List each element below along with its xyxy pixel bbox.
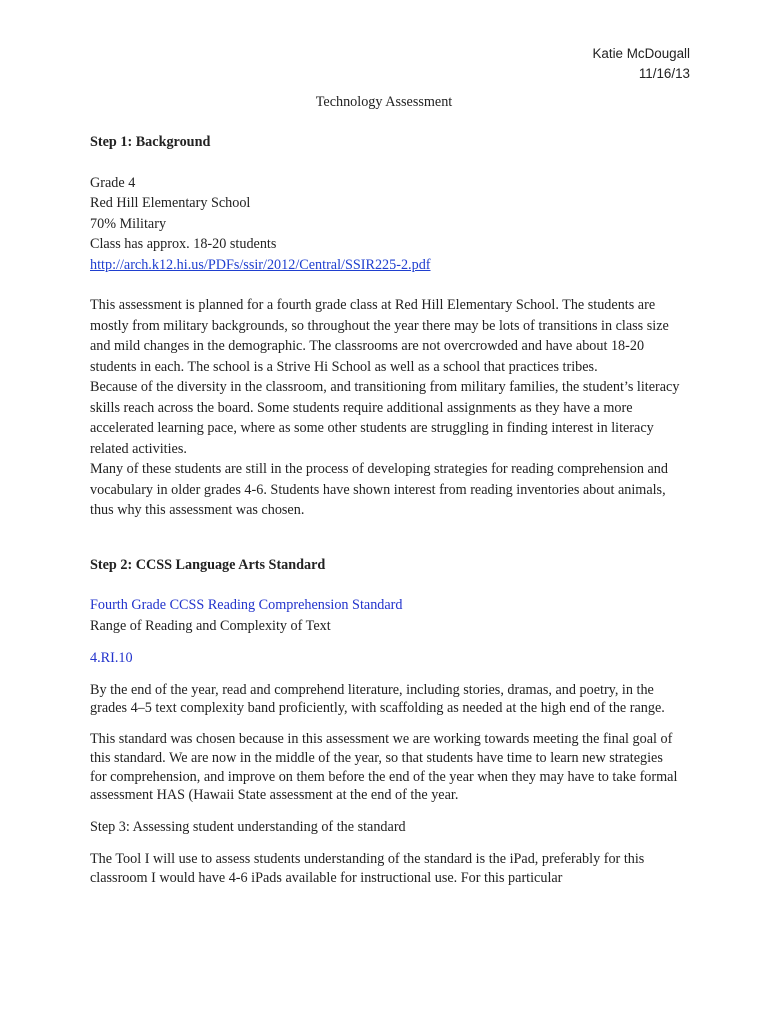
document-body (90, 132, 680, 887)
background-line-school: Red Hill Elementary School (90, 195, 251, 211)
school-report-link[interactable]: http://arch.k12.hi.us/PDFs/ssir/2012/Central/SSIR225-2.pdf (90, 256, 431, 273)
step3-paragraph: The Tool I will use to assess students understanding of the standard is the iPad, preferably for this classroom I would have 4-6 iPads available for instructional use. For this particular (90, 850, 645, 886)
standard-rationale: This standard was chosen because in this assessment we are working towards meeting the final goal of this standard. We are now in the middle of the year, so that students have time to learn new strategies for comprehension, and improve on them before the end of the year when they may have to take formal assessment HAS (Hawaii State assessment at the end of the year. (90, 731, 678, 804)
standard-title: Fourth Grade CCSS Reading Comprehension Standard (90, 597, 403, 613)
step1-heading: Step 1: Background (90, 134, 211, 150)
author-name: Katie McDougall (592, 46, 690, 61)
background-paragraph-1: This assessment is planned for a fourth grade class at Red Hill Elementary School. The students are mostly from military backgrounds, so throughout the year there may be lots of transitions in class size and mild changes in the demographic. The classrooms are not overcrowded and have about 18-20 students in each. The school is a Strive Hi School as well as a school that practices tribes. (90, 297, 669, 375)
background-paragraph-2: Because of the diversity in the classroom, and transitioning from military families, the student’s literacy skills reach across the board. Some students require additional assignments as they have a more accelerated learning pace, where as some other students are struggling in finding interest in literacy related activities. (90, 379, 680, 457)
standard-code: 4.RI.10 (90, 650, 133, 666)
standard-text: By the end of the year, read and comprehend literature, including stories, dramas, and poetry, in the grades 4–5 text complexity band proficiently, with scaffolding as needed at the high end of the range. (90, 681, 665, 717)
background-line-class-size: Class has approx. 18-20 students (90, 236, 277, 252)
background-paragraph-3: Many of these students are still in the process of developing strategies for reading comprehension and vocabulary in older grades 4-6. Students have shown interest from reading inventories about animals, thus why this assessment was chosen. (90, 461, 668, 518)
background-line-military: 70% Military (90, 215, 167, 232)
step2-heading: Step 2: CCSS Language Arts Standard (90, 556, 326, 573)
document-header (592, 44, 690, 84)
document-title: Technology Assessment (315, 94, 453, 110)
step3-heading: Step 3: Assessing student understanding of the standard (90, 819, 406, 836)
standard-subtitle: Range of Reading and Complexity of Text (90, 617, 331, 634)
background-line-grade: Grade 4 (90, 174, 136, 191)
document-date: 11/16/13 (638, 66, 690, 81)
